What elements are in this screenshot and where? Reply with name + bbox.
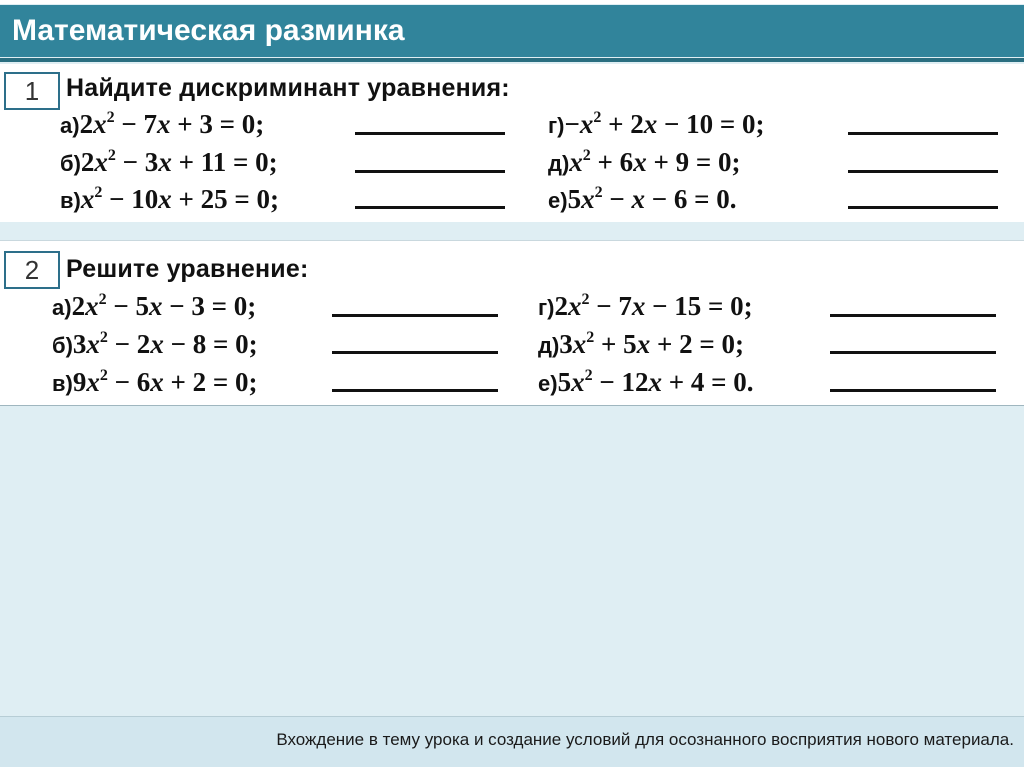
answer-line-1d xyxy=(848,132,998,135)
answer-line-1f xyxy=(848,206,998,209)
footer-bar xyxy=(0,717,1024,767)
equation-1b: $б)2x^2 - 3x + 11 = 0$; xyxy=(60,147,278,177)
equation-1f: $е)5x^2 - x - 6 = 0$. xyxy=(548,184,737,214)
answer-line-1e xyxy=(848,170,998,173)
equation-2f: $е)5x^2 - 12x + 4 = 0$. xyxy=(538,367,754,397)
answer-line-2c xyxy=(332,389,498,392)
answer-line-2a xyxy=(332,314,498,317)
header-bar xyxy=(0,5,1024,57)
header-underline xyxy=(0,58,1024,62)
answer-line-2e xyxy=(830,351,996,354)
top-border xyxy=(0,0,1024,4)
equation-1d: $г)-x^2 + 2x - 10 = 0$; xyxy=(548,109,765,139)
answer-line-1c xyxy=(355,206,505,209)
equation-2c: $в)9x^2 - 6x + 2 = 0$; xyxy=(52,367,258,397)
task-number-2: 2 xyxy=(4,251,60,289)
equation-1e: $д)x^2 + 6x + 9 = 0$; xyxy=(548,147,741,177)
equation-1c: $в)x^2 - 10x + 25 = 0$; xyxy=(60,184,280,214)
task-1-panel xyxy=(0,64,1024,222)
equation-2d: $г)2x^2 - 7x - 15 = 0$; xyxy=(538,291,753,321)
equation-2a: $а)2x^2 - 5x - 3 = 0$; xyxy=(52,291,257,321)
page-title: Математическая разминка xyxy=(12,14,405,47)
equation-2e: $д)3x^2 + 5x + 2 = 0$; xyxy=(538,329,744,359)
footer-caption: Вхождение в тему урока и создание условий для осознанного восприятия нового материала. xyxy=(276,730,1014,749)
task-2-title: Решите уравнение: xyxy=(66,255,309,283)
task-1-title: Найдите дискриминант уравнения: xyxy=(66,74,510,102)
answer-line-1a xyxy=(355,132,505,135)
equation-1a: $а)2x^2 - 7x + 3 = 0$; xyxy=(60,109,265,139)
answer-line-2b xyxy=(332,351,498,354)
answer-line-2d xyxy=(830,314,996,317)
task-number-1: 1 xyxy=(4,72,60,110)
answer-line-2f xyxy=(830,389,996,392)
equation-2b: $б)3x^2 - 2x - 8 = 0$; xyxy=(52,329,258,359)
answer-line-1b xyxy=(355,170,505,173)
task-2-panel xyxy=(0,240,1024,406)
